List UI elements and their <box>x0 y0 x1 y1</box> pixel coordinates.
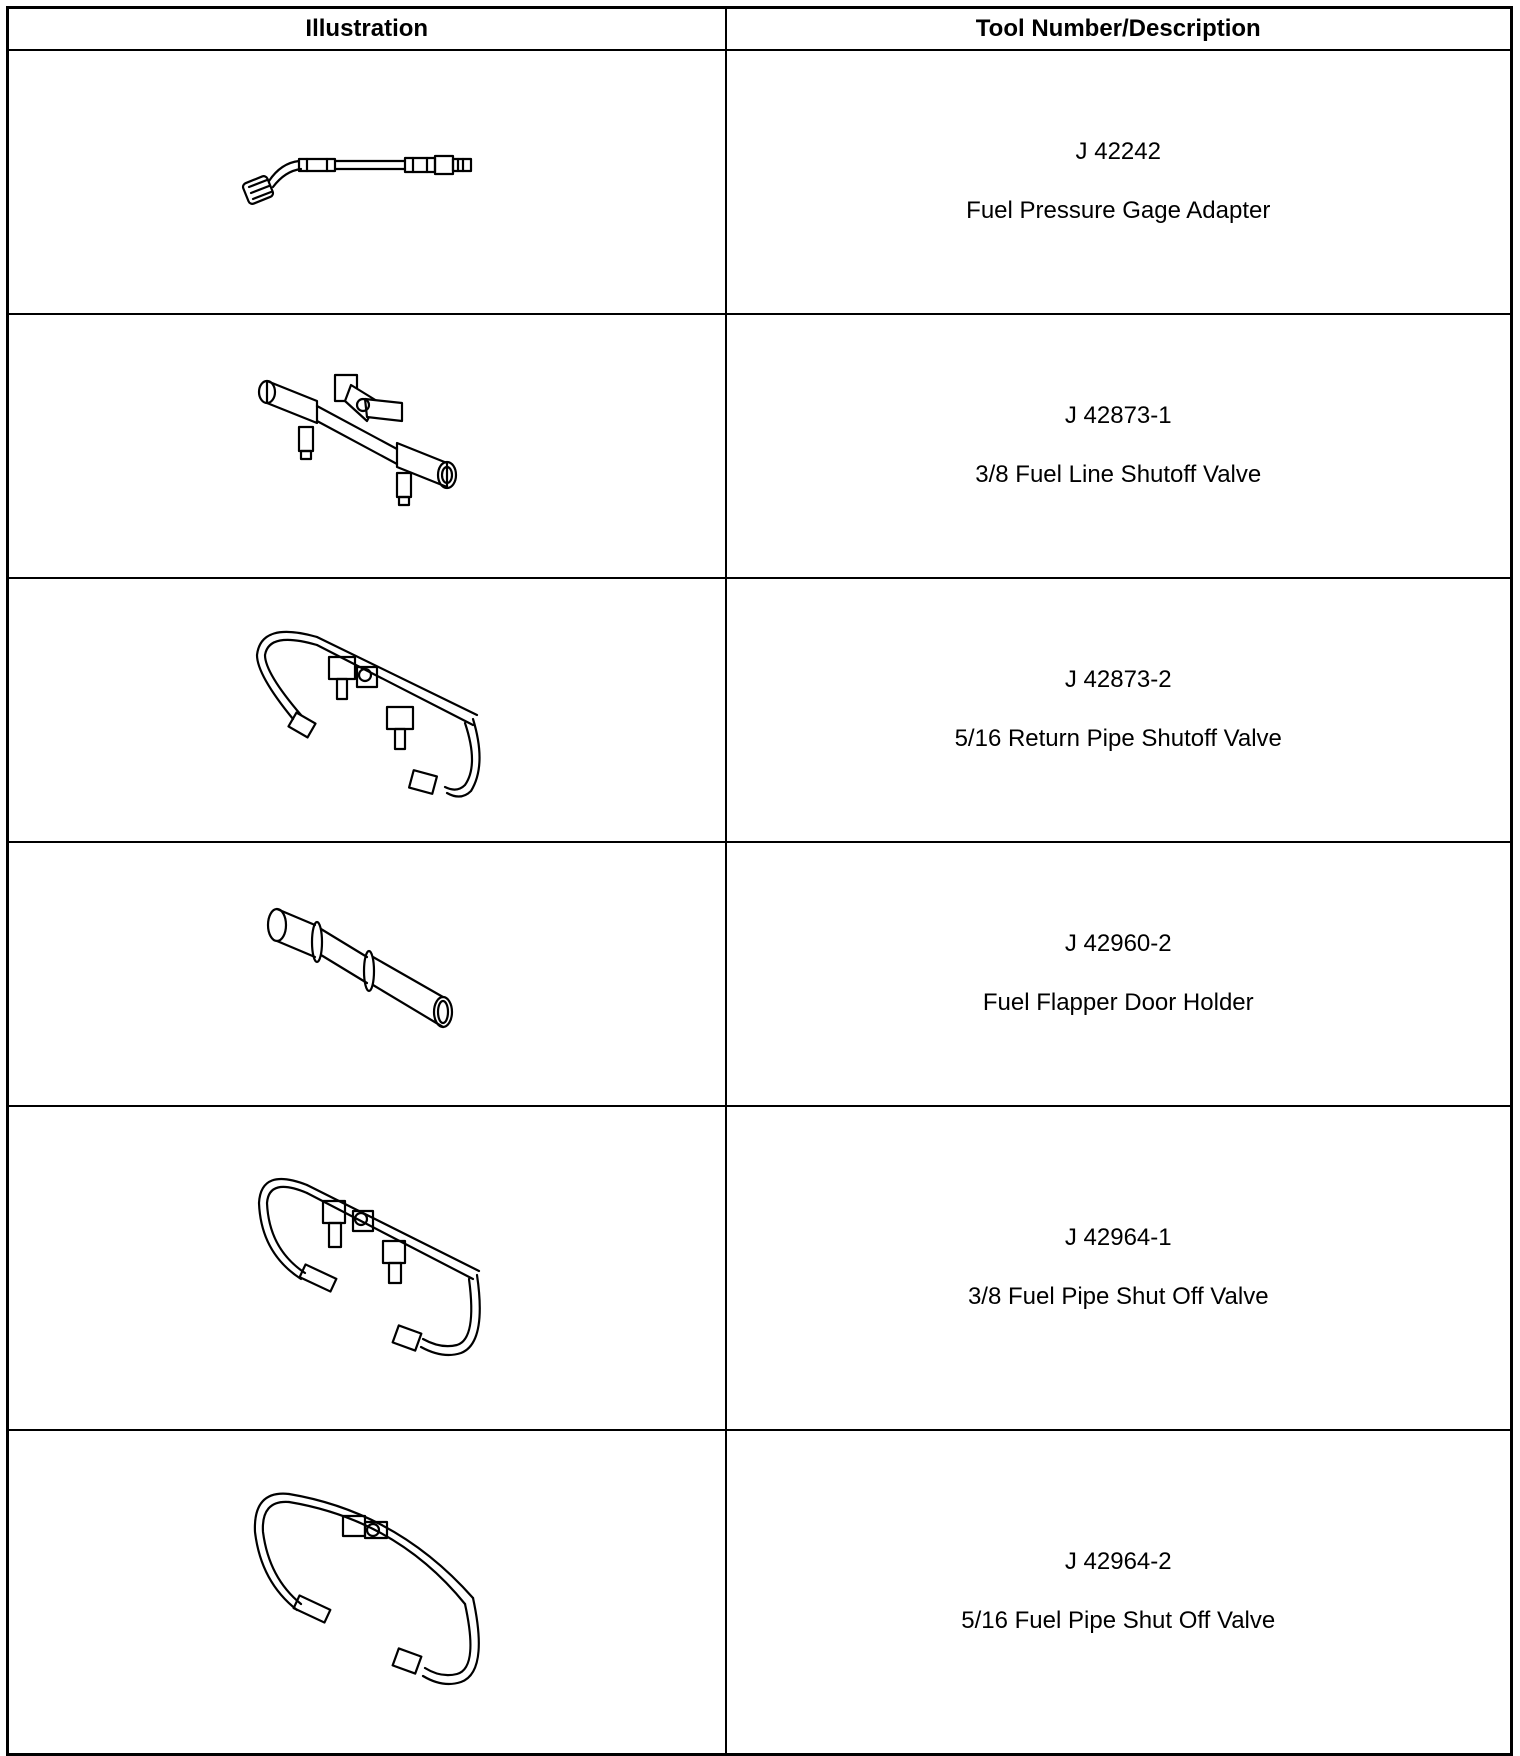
table-header-row <box>8 8 1512 51</box>
pipe-shutoff-valve-icon <box>247 1163 487 1373</box>
illustration-cell <box>8 314 726 578</box>
illustration-cell <box>8 578 726 842</box>
tool-description: 3/8 Fuel Line Shutoff Valve <box>975 461 1262 488</box>
tool-description-cell <box>726 50 1512 314</box>
table-row <box>8 842 1512 1106</box>
special-tools-table <box>6 6 1513 1756</box>
table-row <box>8 1430 1512 1754</box>
table-row <box>8 578 1512 842</box>
tool-description-cell <box>726 1430 1512 1754</box>
header-tool-number-description: Tool Number/Description <box>726 8 1512 51</box>
tool-number: J 42873-2 <box>1064 666 1172 694</box>
tool-description: Fuel Pressure Gage Adapter <box>966 197 1271 224</box>
return-pipe-valve-icon <box>247 615 487 805</box>
tool-number: J 42960-2 <box>1064 930 1172 958</box>
table-row <box>8 50 1512 314</box>
illustration-cell <box>8 1106 726 1430</box>
tool-number: J 42964-2 <box>1064 1547 1172 1575</box>
table-row <box>8 1106 1512 1430</box>
header-illustration: Illustration <box>8 8 726 51</box>
pipe-shutoff-valve-small-icon <box>247 1482 487 1702</box>
tool-description-cell <box>726 842 1512 1106</box>
line-shutoff-valve-icon <box>247 361 487 531</box>
tool-description-cell <box>726 314 1512 578</box>
tool-description-cell <box>726 1106 1512 1430</box>
tool-number: J 42873-1 <box>1064 402 1172 430</box>
table-row <box>8 314 1512 578</box>
tool-description: Fuel Flapper Door Holder <box>982 989 1254 1016</box>
illustration-cell <box>8 842 726 1106</box>
tool-description: 3/8 Fuel Pipe Shut Off Valve <box>967 1283 1269 1310</box>
tool-number: J 42964-1 <box>1064 1224 1172 1252</box>
tool-description-cell <box>726 578 1512 842</box>
tool-description: 5/16 Return Pipe Shutoff Valve <box>954 725 1282 752</box>
gage-adapter-hose-icon <box>237 137 497 227</box>
tool-description: 5/16 Fuel Pipe Shut Off Valve <box>961 1606 1276 1634</box>
tool-number: J 42242 <box>1075 138 1161 166</box>
illustration-cell <box>8 50 726 314</box>
illustration-cell <box>8 1430 726 1754</box>
flapper-door-holder-icon <box>247 889 487 1059</box>
